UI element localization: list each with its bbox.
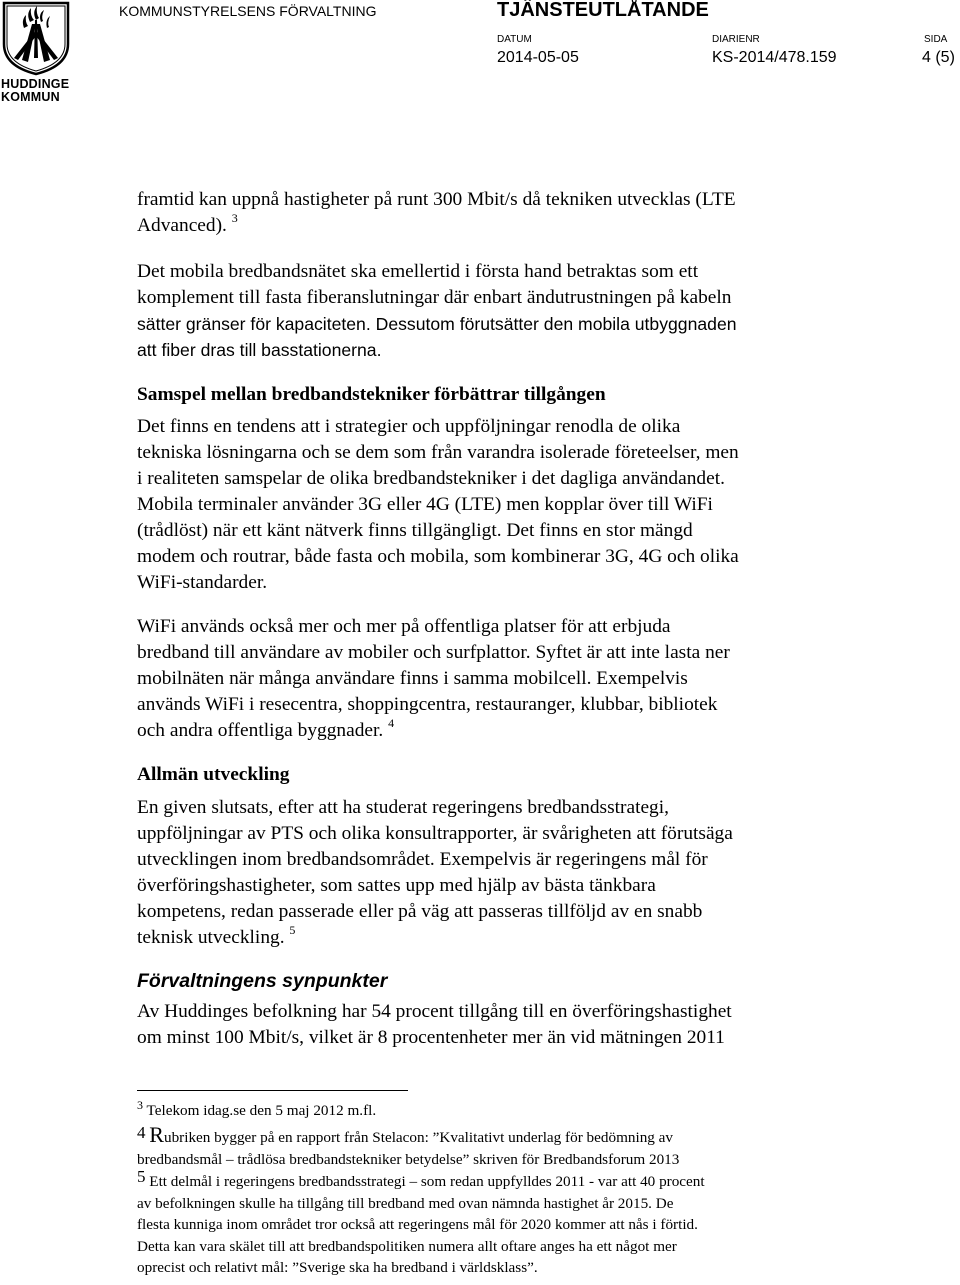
- document-type-title: TJÄNSTEUTLÅTANDE: [497, 0, 709, 21]
- p3-line: Mobila terminaler använder 3G eller 4G (LTE) men kopplar över till WiFi: [137, 494, 713, 515]
- p3-line: (trådlöst) när ett känt nätverk finns tillgängligt. Det finns en stor mängd: [137, 520, 693, 541]
- footnote-text: Detta kan vara skälet till att bredbandspolitiken numera allt oftare anges ha ett något mer: [137, 1237, 677, 1255]
- p3-line: tekniska lösningarna och se dem som från varandra isolerade företeelser, men: [137, 442, 739, 463]
- footnote-ref-3: 3: [231, 211, 238, 225]
- p4-line: WiFi används också mer och mer på offentliga platser för att erbjuda: [137, 616, 671, 637]
- footnote-ref-5: 5: [289, 923, 296, 937]
- footnote-text: bredbandsmål – trådlösa bredbandstekniker betydelse” skriven för Bredbandsforum 2013: [137, 1150, 680, 1168]
- p4-line: bredband till användare av mobiler och surfplattor. Syftet är att inte lasta ner: [137, 642, 730, 663]
- footnote-text: ubriken bygger på en rapport från Stelacon: ”Kvalitativt underlag för bedömning av: [163, 1129, 674, 1146]
- footnote-number: 5: [137, 1167, 146, 1186]
- paragraph-3: [137, 414, 837, 596]
- p6-line: Av Huddinges befolkning har 54 procent tillgång till en överföringshastighet: [137, 1001, 732, 1022]
- footnote-5: [137, 1167, 897, 1279]
- p1-line: Advanced). $^3$: [137, 211, 238, 236]
- footnote-divider: [137, 1090, 408, 1091]
- org-name: KOMMUNSTYRELSENS FÖRVALTNING: [119, 3, 377, 19]
- footnote-text: Ett delmål i regeringens bredbandsstrategi – som redan uppfylldes 2011 - var att 40 procent: [149, 1173, 705, 1190]
- p4-line: används WiFi i resecentra, shoppingcentra, restauranger, klubbar, bibliotek: [137, 694, 718, 715]
- heading-forvaltningens-synpunkter: Förvaltningens synpunkter: [137, 970, 388, 992]
- footnote-4: 4 Rubriken bygger på en rapport från Stelacon: ”Kvalitativt underlag för bedömning av bredbandsmål – trådlösa bredbandstekniker betydelse” skriven för Bredbandsforum 2013: [137, 1124, 897, 1170]
- diarienr-value: KS-2014/478.159: [712, 49, 837, 66]
- p5-line: teknisk utveckling. $^5$: [137, 923, 296, 948]
- p4-line: och andra offentliga byggnader. $^4$: [137, 716, 395, 741]
- footnote-text: av befolkningen skulle ha tillgång till bredband med ovan nämnda hastighet år 2015. De: [137, 1194, 674, 1212]
- footnote-ref-4: 4: [388, 716, 395, 730]
- p2-line: komplement till fasta fiberanslutningar där enbart ändutrustningen på kabeln: [137, 287, 732, 308]
- p3-line: Det finns en tendens att i strategier och uppföljningar renodla de olika: [137, 416, 681, 437]
- p4-line: mobilnäten när många användare finns i samma mobilcell. Exempelvis: [137, 668, 688, 689]
- heading-samspel: Samspel mellan bredbandstekniker förbättrar tillgången: [137, 384, 606, 405]
- footnote-number: 4: [137, 1123, 146, 1142]
- p5-line: kompetens, redan passerade eller på väg att passeras tillföljd av en snabb: [137, 901, 703, 922]
- p2-line: sätter gränser för kapaciteten. Dessutom förutsätter den mobila utbyggnaden: [137, 314, 737, 334]
- footnote-number: 3: [137, 1098, 143, 1112]
- p2-line: att fiber dras till basstationerna.: [137, 340, 382, 360]
- footnote-text: oprecist och relativt mål: ”Sverige ska ha bredband i världsklass”.: [137, 1259, 538, 1276]
- paragraph-4: [137, 614, 837, 744]
- p5-line: överföringshastigheter, som sattes upp med hjälp av bästa tänkbara: [137, 875, 656, 896]
- p3-line: WiFi-standarder.: [137, 572, 268, 593]
- p5-line: En given slutsats, efter att ha studerat regeringens bredbandsstrategi,: [137, 797, 669, 818]
- datum-value: 2014-05-05: [497, 49, 579, 66]
- heading-allman-utveckling: Allmän utveckling: [137, 764, 290, 785]
- p3-line: modem och routrar, både fasta och mobila, som kombinerar 3G, 4G och olika: [137, 546, 739, 567]
- coat-of-arms-icon: [0, 0, 72, 76]
- p3-line: i realiteten samspelar de olika bredbandstekniker i det dagliga användandet.: [137, 468, 725, 489]
- footnote-text: Telekom idag.se den 5 maj 2012 m.fl.: [146, 1102, 377, 1119]
- huddinge-logo: [0, 0, 72, 108]
- paragraph-5: [137, 795, 837, 951]
- diarienr-label: DIARIENR: [712, 34, 760, 45]
- page-number: 4 (5): [922, 49, 955, 66]
- footnote-3: [137, 1100, 897, 1122]
- paragraph-6: [137, 999, 837, 1051]
- p5-line: utvecklingen inom bredbandsområdet. Exempelvis är regeringens mål för: [137, 849, 708, 870]
- footnote-text: flesta kunniga inom området tror också att regeringens mål för 2020 kommer att nås i förtid.: [137, 1216, 698, 1233]
- p6-line: om minst 100 Mbit/s, vilket är 8 procentenheter mer än vid mätningen 2011: [137, 1027, 725, 1048]
- p1-line: framtid kan uppnå hastigheter på runt 300 Mbit/s då tekniken utvecklas (LTE: [137, 189, 736, 210]
- logo-line2: KOMMUN: [1, 90, 60, 104]
- logo-line1: HUDDINGE: [1, 77, 70, 91]
- paragraph-1: [137, 187, 837, 239]
- sida-label: SIDA: [924, 34, 948, 45]
- p2-line: Det mobila bredbandsnätet ska emellertid i första hand betraktas som ett: [137, 261, 699, 282]
- datum-label: DATUM: [497, 34, 532, 45]
- p5-line: uppföljningar av PTS och olika konsultrapporter, är svårigheten att förutsäga: [137, 823, 733, 844]
- paragraph-2: [137, 259, 837, 363]
